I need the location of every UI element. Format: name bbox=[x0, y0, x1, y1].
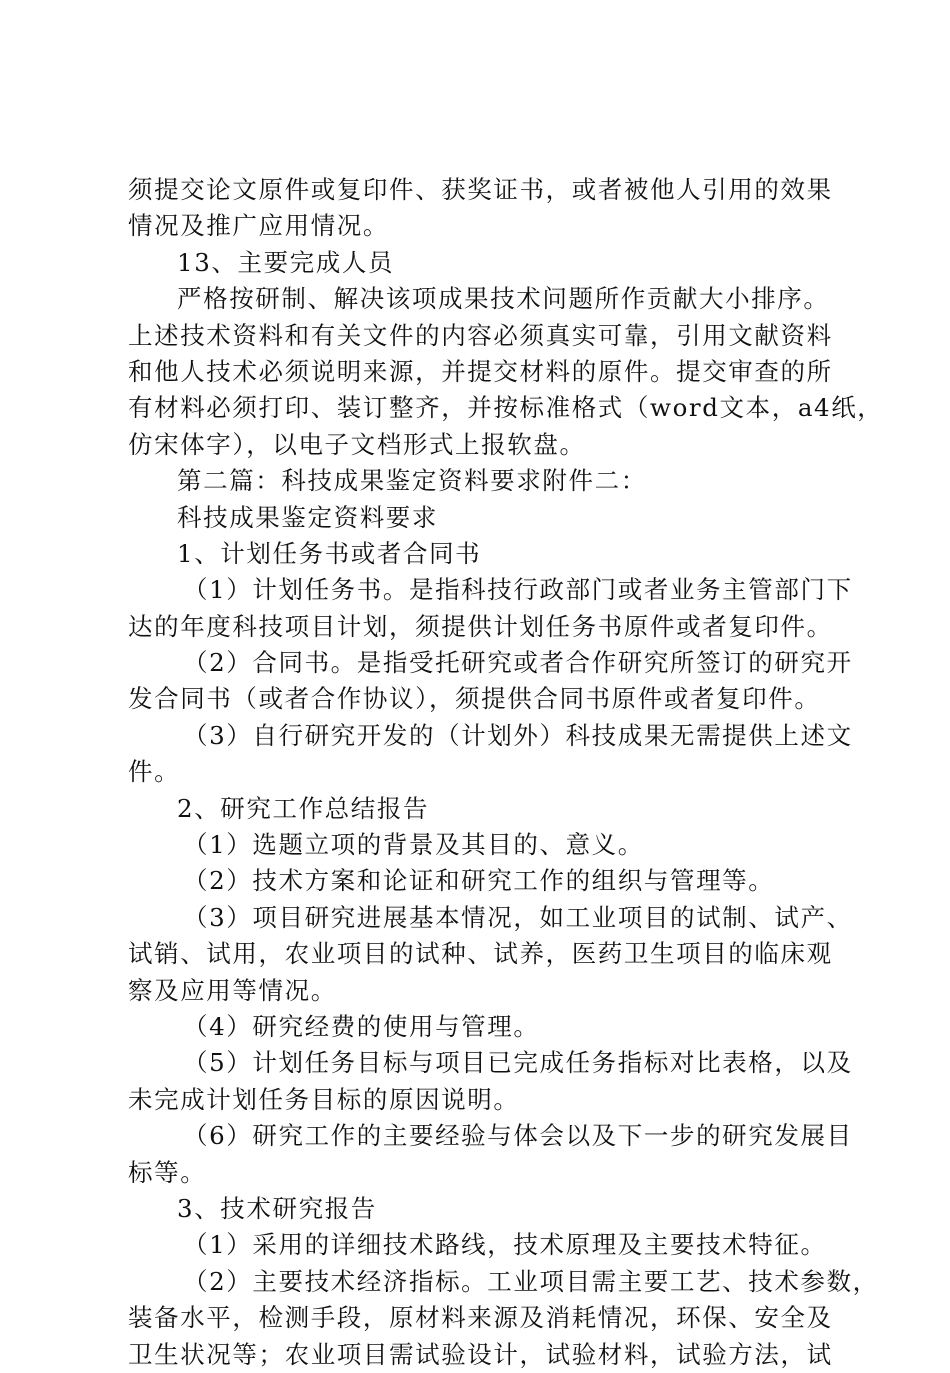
document-body bbox=[128, 172, 884, 1373]
list-item: （2）主要技术经济指标。工业项目需主要工艺、技术参数， bbox=[183, 1266, 879, 1296]
section-heading: 1、计划任务书或者合同书 bbox=[177, 538, 482, 568]
list-item: （4）研究经费的使用与管理。 bbox=[183, 1011, 540, 1041]
section-heading: 13、主要完成人员 bbox=[177, 247, 395, 277]
list-item: （3）项目研究进展基本情况，如工业项目的试制、试产、 bbox=[183, 902, 853, 932]
body-line: 有材料必须打印、装订整齐，并按标准格式（word文本，a4纸， bbox=[128, 393, 884, 423]
list-item: （5）计划任务目标与项目已完成任务指标对比表格，以及 bbox=[183, 1048, 853, 1078]
body-line: 件。 bbox=[128, 757, 181, 787]
body-line: 装备水平，检测手段，原材料来源及消耗情况，环保、安全及 bbox=[128, 1303, 833, 1333]
body-line: 察及应用等情况。 bbox=[128, 975, 337, 1005]
body-line: 情况及推广应用情况。 bbox=[128, 211, 389, 241]
body-line: 未完成计划任务目标的原因说明。 bbox=[128, 1084, 520, 1114]
body-line: 仿宋体字），以电子文档形式上报软盘。 bbox=[128, 429, 586, 459]
body-line: 标等。 bbox=[128, 1157, 207, 1187]
body-line: 和他人技术必须说明来源，并提交材料的原件。提交审查的所 bbox=[128, 356, 833, 386]
chapter-heading: 第二篇：科技成果鉴定资料要求附件二： bbox=[177, 466, 647, 496]
section-heading: 3、技术研究报告 bbox=[177, 1193, 377, 1223]
body-line: 上述技术资料和有关文件的内容必须真实可靠，引用文献资料 bbox=[128, 320, 833, 350]
body-line: 达的年度科技项目计划，须提供计划任务书原件或者复印件。 bbox=[128, 611, 833, 641]
body-line: 须提交论文原件或复印件、获奖证书，或者被他人引用的效果 bbox=[128, 175, 833, 204]
body-line: 试销、试用，农业项目的试种、试养，医药卫生项目的临床观 bbox=[128, 939, 833, 969]
document-title: 科技成果鉴定资料要求 bbox=[177, 502, 438, 532]
body-line: 卫生状况等；农业项目需试验设计，试验材料，试验方法，试 bbox=[128, 1339, 833, 1369]
list-item: （3）自行研究开发的（计划外）科技成果无需提供上述文 bbox=[183, 720, 853, 750]
list-item: （1）选题立项的背景及其目的、意义。 bbox=[183, 830, 644, 860]
section-heading: 2、研究工作总结报告 bbox=[177, 793, 430, 823]
list-item: （6）研究工作的主要经验与体会以及下一步的研究发展目 bbox=[183, 1121, 853, 1151]
list-item: （1）计划任务书。是指科技行政部门或者业务主管部门下 bbox=[183, 575, 853, 605]
body-line: 发合同书（或者合作协议），须提供合同书原件或者复印件。 bbox=[128, 684, 821, 714]
list-item: （2）技术方案和论证和研究工作的组织与管理等。 bbox=[183, 866, 775, 896]
body-line: 严格按研制、解决该项成果技术问题所作贡献大小排序。 bbox=[177, 284, 830, 314]
list-item: （2）合同书。是指受托研究或者合作研究所签订的研究开 bbox=[183, 648, 853, 678]
list-item: （1）采用的详细技术路线，技术原理及主要技术特征。 bbox=[183, 1230, 827, 1260]
